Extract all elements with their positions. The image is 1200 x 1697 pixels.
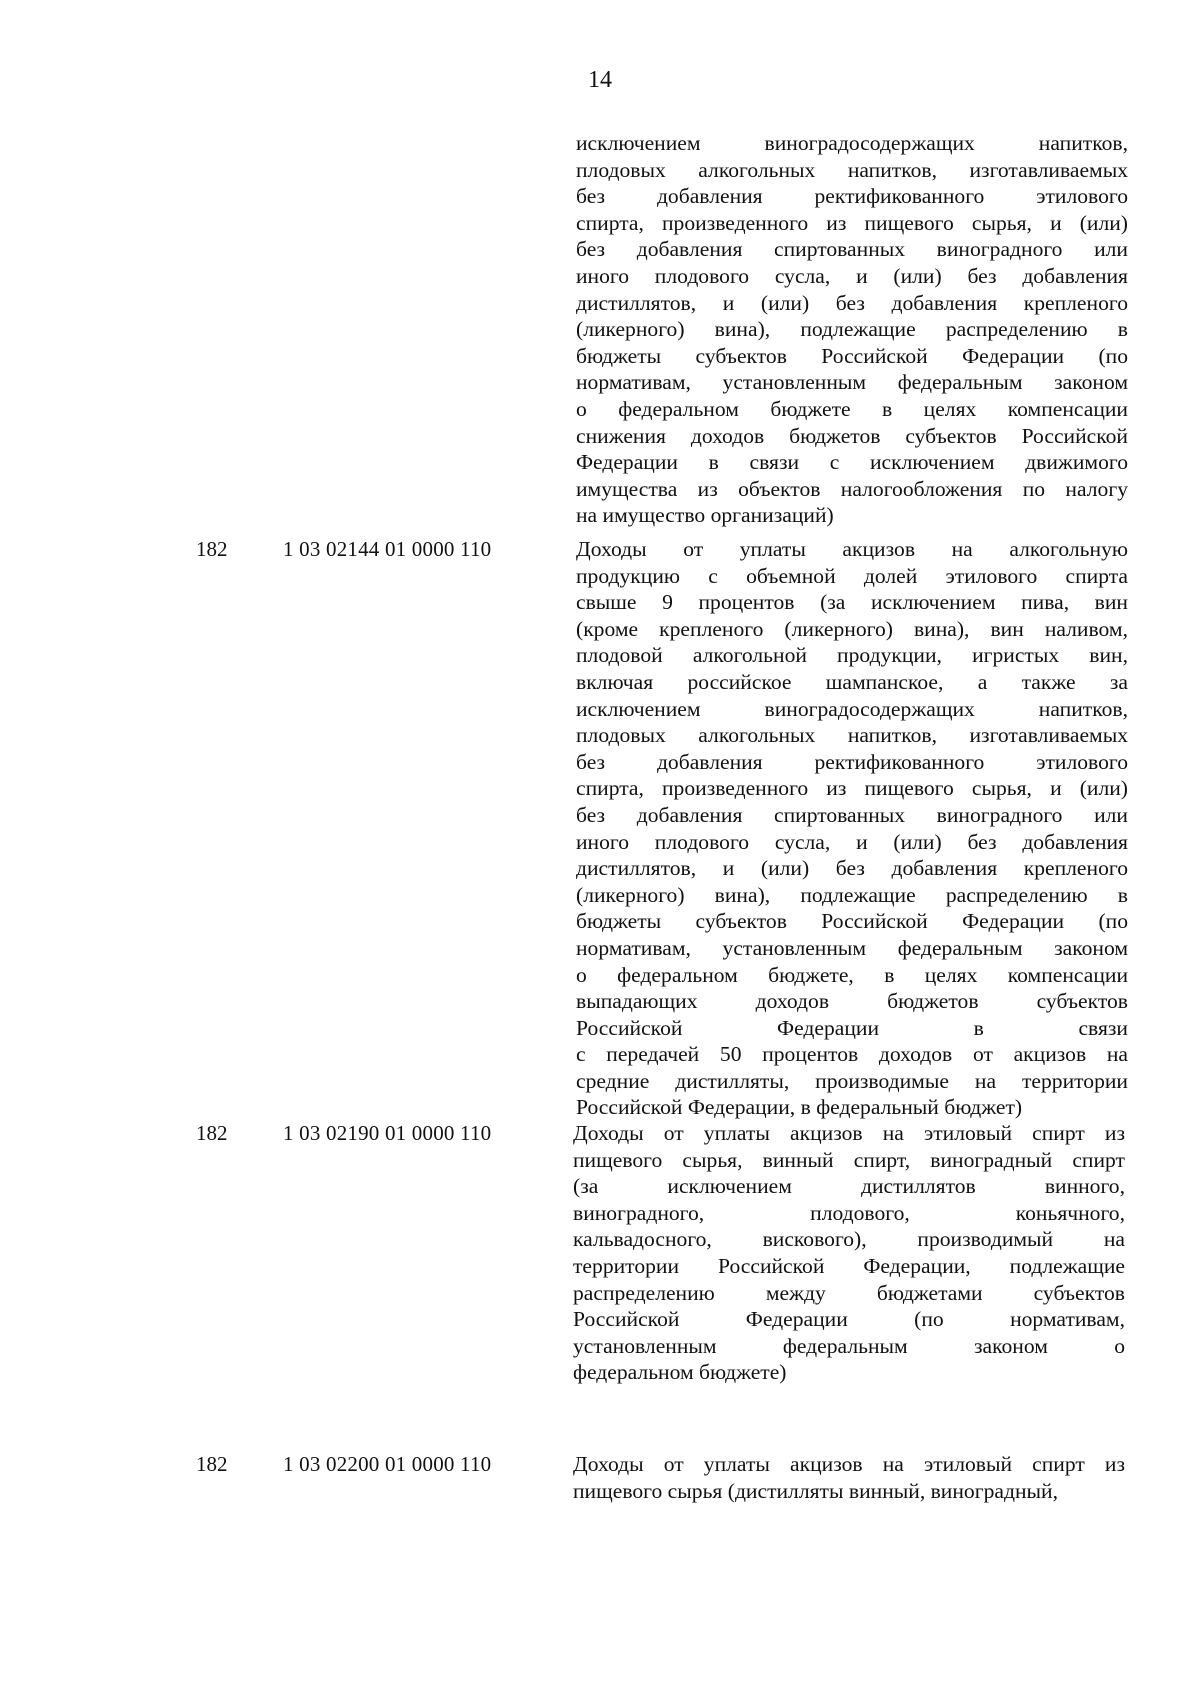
text-line: территории Российской Федерации, подлежащие bbox=[573, 1253, 1125, 1278]
text-line: включая российское шампанское, а также за bbox=[576, 669, 1128, 694]
text-line: Российской Федерации в связи bbox=[576, 1015, 1128, 1040]
text-line: (ликерного) вина), подлежащие распределению в bbox=[576, 317, 1128, 342]
text-line: Доходы от уплаты акцизов на этиловый спирт из bbox=[573, 1452, 1125, 1476]
text-line: кальвадосного, вискового), производимый на bbox=[573, 1227, 1125, 1252]
text-line: без добавления ректификованного этилового bbox=[576, 749, 1128, 774]
text-line: (кроме крепленого (ликерного) вина), вин наливом, bbox=[576, 616, 1128, 641]
text-line: без добавления ректификованного этилового bbox=[576, 184, 1128, 209]
text-line: пищевого сырья, винный спирт, виноградный спирт bbox=[573, 1147, 1125, 1172]
text-line: исключением виноградосодержащих напитков, bbox=[576, 696, 1128, 721]
text-line: установленным федеральным законом о bbox=[573, 1333, 1125, 1358]
continuation-text bbox=[576, 130, 1128, 529]
text-line: снижения доходов бюджетов субъектов Российской bbox=[576, 423, 1128, 448]
text-line: с передачей 50 процентов доходов от акцизов на bbox=[576, 1042, 1128, 1067]
text-line: пищевого сырья (дистилляты винный, виноградный, bbox=[573, 1478, 1058, 1503]
text-line: иного плодового сусла, и (или) без добавления bbox=[576, 263, 1128, 288]
text-line: дистиллятов, и (или) без добавления крепленого bbox=[576, 856, 1128, 881]
text-line: плодовых алкогольных напитков, изготавливаемых bbox=[576, 157, 1128, 182]
text-line: Российской Федерации, в федеральный бюджет) bbox=[576, 1095, 1023, 1120]
text-line: продукцию с объемной долей этилового спирта bbox=[576, 563, 1128, 588]
kbk-code: 1 03 02200 01 0000 110 bbox=[283, 1452, 492, 1476]
text-line: нормативам, установленным федеральным законом bbox=[576, 935, 1128, 960]
income-description bbox=[573, 1120, 1125, 1386]
income-description bbox=[576, 536, 1128, 1121]
text-line: о федеральном бюджете, в целях компенсации bbox=[576, 962, 1128, 987]
text-line: спирта, произведенного из пищевого сырья, и (или) bbox=[576, 210, 1128, 235]
admin-code: 182 bbox=[196, 1121, 228, 1145]
text-line: бюджеты субъектов Российской Федерации (по bbox=[576, 909, 1128, 934]
text-line: плодовой алкогольной продукции, игристых вин, bbox=[576, 643, 1128, 668]
text-line: Федерации в связи с исключением движимого bbox=[576, 450, 1128, 475]
text-line: распределению между бюджетами субъектов bbox=[573, 1280, 1125, 1305]
text-line: свыше 9 процентов (за исключением пива, вин bbox=[576, 590, 1128, 615]
text-line: средние дистилляты, производимые на территории bbox=[576, 1068, 1128, 1093]
text-line: плодовых алкогольных напитков, изготавливаемых bbox=[576, 723, 1128, 748]
admin-code: 182 bbox=[196, 537, 228, 561]
text-line: иного плодового сусла, и (или) без добавления bbox=[576, 829, 1128, 854]
text-line: федеральном бюджете) bbox=[573, 1360, 787, 1385]
text-line: без добавления спиртованных виноградного или bbox=[576, 802, 1128, 827]
text-line: на имущество организаций) bbox=[576, 503, 834, 528]
text-line: исключением виноградосодержащих напитков, bbox=[576, 131, 1128, 155]
text-line: Российской Федерации (по нормативам, bbox=[573, 1307, 1125, 1332]
kbk-code: 1 03 02144 01 0000 110 bbox=[283, 537, 492, 561]
text-line: бюджеты субъектов Российской Федерации (по bbox=[576, 343, 1128, 368]
text-line: о федеральном бюджете в целях компенсации bbox=[576, 396, 1128, 421]
text-line: нормативам, установленным федеральным законом bbox=[576, 370, 1128, 395]
text-line: Доходы от уплаты акцизов на этиловый спирт из bbox=[573, 1121, 1125, 1145]
text-line: Доходы от уплаты акцизов на алкогольную bbox=[576, 537, 1128, 561]
text-line: имущества из объектов налогообложения по налогу bbox=[576, 476, 1128, 501]
text-line: виноградного, плодового, коньячного, bbox=[573, 1200, 1125, 1225]
admin-code: 182 bbox=[196, 1452, 228, 1476]
text-line: дистиллятов, и (или) без добавления крепленого bbox=[576, 290, 1128, 315]
text-line: (ликерного) вина), подлежащие распределению в bbox=[576, 882, 1128, 907]
text-line: выпадающих доходов бюджетов субъектов bbox=[576, 989, 1128, 1014]
text-line: без добавления спиртованных виноградного или bbox=[576, 237, 1128, 262]
income-description bbox=[573, 1451, 1125, 1504]
text-line: спирта, произведенного из пищевого сырья, и (или) bbox=[576, 776, 1128, 801]
page-number: 14 bbox=[588, 67, 612, 93]
text-line: (за исключением дистиллятов винного, bbox=[573, 1174, 1125, 1199]
kbk-code: 1 03 02190 01 0000 110 bbox=[283, 1121, 492, 1145]
